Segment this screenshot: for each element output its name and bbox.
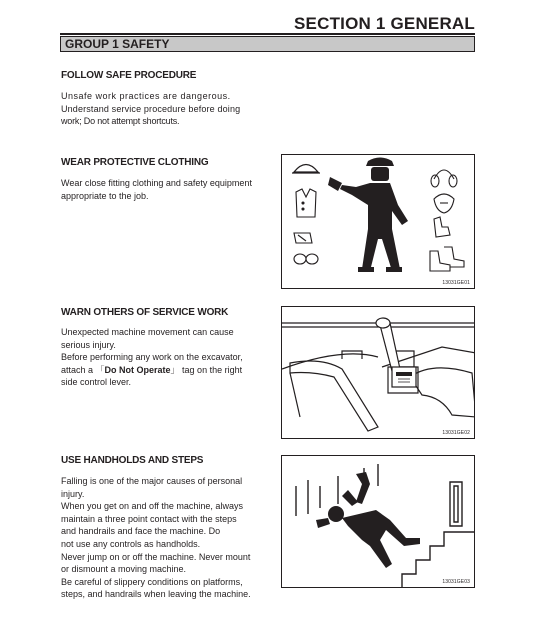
figure-handholds (281, 455, 475, 588)
text-line: Wear close fitting clothing and safety equipment (61, 178, 252, 188)
do-not-operate-tag-text: Do Not Operate (104, 364, 171, 375)
gloves-icon (434, 217, 450, 237)
do-not-operate-tag-icon (392, 367, 416, 387)
text-handholds (61, 475, 261, 601)
falling-person-icon (316, 472, 420, 568)
text-line-tag (61, 364, 261, 377)
text-line: serious injury. (61, 339, 116, 350)
group-title: GROUP 1 SAFETY (65, 37, 170, 51)
text-line: Falling is one of the major causes of personal (61, 476, 243, 486)
text-line: When you get on and off the machine, always (61, 501, 243, 512)
figure-warn-others (281, 306, 475, 439)
respirator-mask-icon (434, 194, 454, 213)
text-line: Never jump on or off the machine. Never mount (61, 551, 251, 562)
text-warn-others (61, 326, 261, 389)
machine-steps-icon (402, 482, 475, 588)
figure-label: 13031GE01 (442, 280, 470, 286)
header-rule (60, 33, 475, 35)
text-safe-procedure (61, 90, 240, 128)
ear-muffs-icon (294, 254, 318, 264)
safety-goggles-icon (294, 233, 312, 243)
text-line: maintain a three point contact with the steps (61, 513, 237, 524)
figure-label: 13031GE03 (442, 579, 470, 585)
text-line: Unexpected machine movement can cause (61, 327, 234, 337)
heading-protective-clothing: WEAR PROTECTIVE CLOTHING (61, 157, 209, 168)
figure-label: 13031GE02 (442, 430, 470, 436)
safety-boots-icon (430, 247, 464, 271)
text-line: side control lever. (61, 377, 132, 388)
heading-warn-others: WARN OTHERS OF SERVICE WORK (61, 307, 229, 318)
section-title: SECTION 1 GENERAL (294, 14, 475, 33)
headphones-icon (431, 170, 457, 187)
heading-safe-procedure: FOLLOW SAFE PROCEDURE (61, 70, 197, 81)
group-bar (60, 36, 475, 52)
text-protective-clothing (61, 177, 261, 202)
text-line: steps, and handrails when leaving the machine. (61, 589, 251, 600)
text-line: and handrails and face the machine. Do (61, 526, 221, 537)
text-line: or dismount a moving machine. (61, 564, 187, 575)
protective-clothing-illustration (282, 155, 475, 289)
cab-interior-icon (282, 323, 475, 431)
hardhat-icon (292, 165, 320, 174)
worker-figure-icon (328, 158, 408, 273)
heading-handholds: USE HANDHOLDS AND STEPS (61, 455, 204, 466)
falling-person-illustration (282, 456, 475, 588)
control-lever-illustration (282, 307, 475, 439)
safety-vest-icon (296, 189, 316, 217)
text-line: Understand service procedure before doing (61, 103, 241, 114)
text-line: Unsafe work practices are dangerous. (61, 91, 231, 101)
text-line: Be careful of slippery conditions on platforms, (61, 576, 243, 587)
text-line: appropriate to the job. (61, 190, 149, 201)
tag-line-suffix: 」 tag on the right (170, 364, 243, 375)
text-line: injury. (61, 488, 85, 499)
figure-protective-clothing (281, 154, 475, 289)
text-line: not use any controls as handholds. (61, 538, 201, 549)
tag-line-prefix: attach a 「 (61, 364, 105, 375)
control-lever-icon (376, 318, 400, 371)
text-line: Before performing any work on the excavator, (61, 352, 243, 363)
text-line: work; Do not attempt shortcuts. (61, 116, 180, 127)
